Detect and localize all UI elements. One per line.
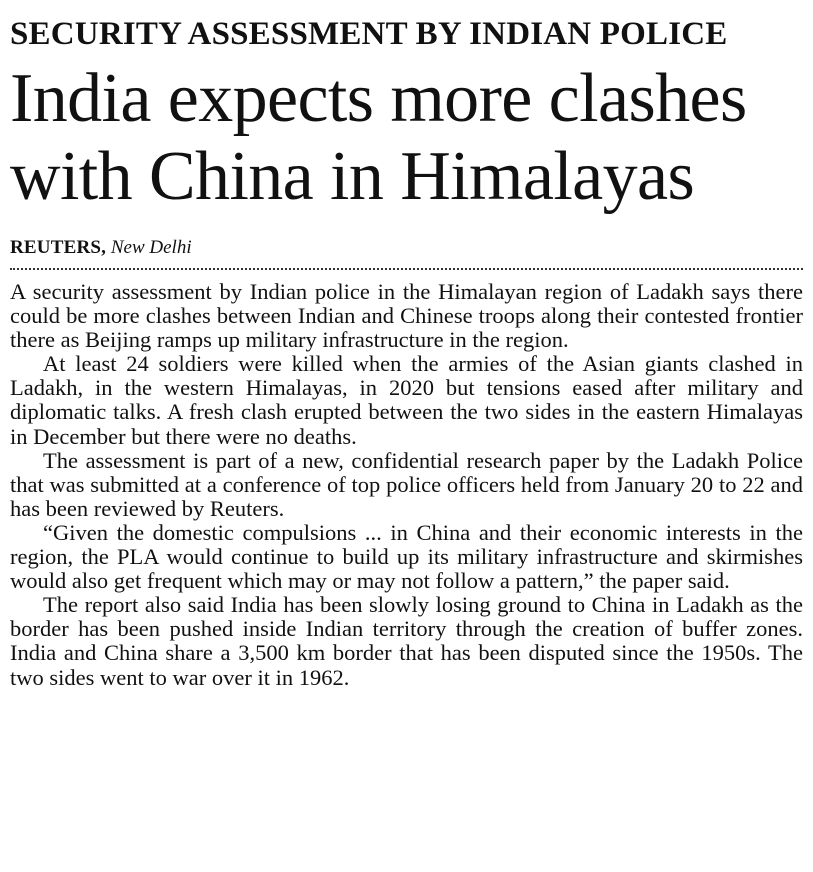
paragraph-3: The assessment is part of a new, confidential research paper by the Ladakh Police that was submitted at a conference of top police officers held from January 20 to 22 and has been reviewed by Reuters.: [10, 447, 803, 521]
paragraph-1: A security assessment by Indian police in the Himalayan region of Ladakh says there could be more clashes between Indian and Chinese troops along their contested frontier there as Beijing ramps up military infrastructure in the region.: [10, 279, 803, 353]
headline-line-2: with China in Himalayas: [10, 138, 695, 215]
dotted-divider: [10, 268, 803, 270]
byline-location: New Delhi: [110, 237, 192, 258]
article-headline: [10, 60, 803, 216]
byline-agency: REUTERS,: [10, 237, 107, 258]
paragraph-4: “Given the domestic compulsions ... in China and their economic interests in the region, the PLA would continue to build up its military infrastructure and skirmishes would also get frequent which may or may not follow a pattern,” the paper said.: [10, 519, 803, 594]
news-article: [10, 14, 803, 690]
headline-line-1: India expects more clashes: [10, 60, 747, 137]
paragraph-2: At least 24 soldiers were killed when the armies of the Asian giants clashed in Ladakh, in the western Himalayas, in 2020 but tensions eased after military and diplomatic talks. A fresh clash erupted between the two sides in the eastern Himalayas in December but there were no deaths.: [10, 351, 803, 449]
article-byline: [10, 236, 803, 260]
article-kicker: SECURITY ASSESSMENT BY INDIAN POLICE: [10, 16, 728, 52]
article-body: [10, 280, 803, 690]
paragraph-5: The report also said India has been slowly losing ground to China in Ladakh as the border has been pushed inside Indian territory through the creation of buffer zones. India and China share a 3,500 km border that has been disputed since the 1950s. The two sides went to war over it in 1962.: [10, 592, 803, 690]
